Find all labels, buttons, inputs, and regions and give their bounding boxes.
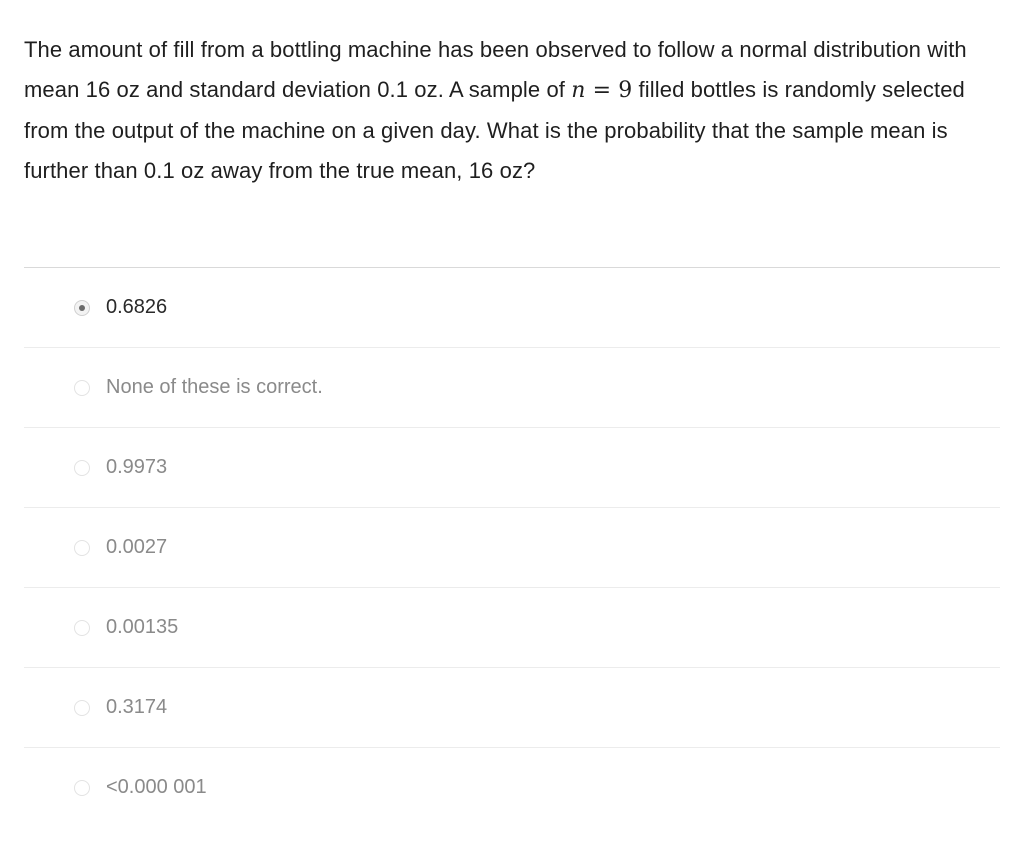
answer-option-label: 0.3174	[106, 695, 168, 718]
question-part-2: filled bottles is randomly selected from the output of the machine on a given day. What is the probability that the sample mean is further than 0.1 oz away from the true mean, 16 oz?	[24, 77, 965, 183]
radio-button-icon[interactable]	[74, 620, 90, 636]
answer-option-label: 0.6826	[106, 295, 168, 318]
answer-option-label: <0.000 001	[106, 776, 207, 799]
answer-option[interactable]	[24, 428, 1000, 508]
answer-option-label: 0.9973	[106, 455, 168, 478]
math-equals: =	[585, 78, 619, 103]
math-expression	[571, 78, 632, 103]
answer-option[interactable]	[24, 348, 1000, 428]
radio-button-icon[interactable]	[74, 540, 90, 556]
answer-option[interactable]	[24, 508, 1000, 588]
answer-option[interactable]	[24, 748, 1000, 828]
question-part-1: The amount of fill from a bottling machine has been observed to follow a normal distribution with mean 16 oz and standard deviation 0.1 oz. A sample of	[24, 37, 967, 102]
radio-button-icon[interactable]	[74, 700, 90, 716]
radio-button-icon[interactable]	[74, 300, 90, 316]
radio-button-icon[interactable]	[74, 780, 90, 796]
question-text	[24, 30, 994, 191]
answer-options	[24, 268, 1000, 828]
math-value: 9	[618, 78, 633, 103]
answer-option-label: 0.0027	[106, 535, 168, 558]
math-variable: n	[571, 78, 586, 103]
answer-option[interactable]	[24, 268, 1000, 348]
answer-option-label: None of these is correct.	[106, 375, 323, 398]
radio-button-icon[interactable]	[74, 460, 90, 476]
answer-option[interactable]	[24, 668, 1000, 748]
answer-option[interactable]	[24, 588, 1000, 668]
answer-option-label: 0.00135	[106, 615, 179, 638]
radio-button-icon[interactable]	[74, 380, 90, 396]
